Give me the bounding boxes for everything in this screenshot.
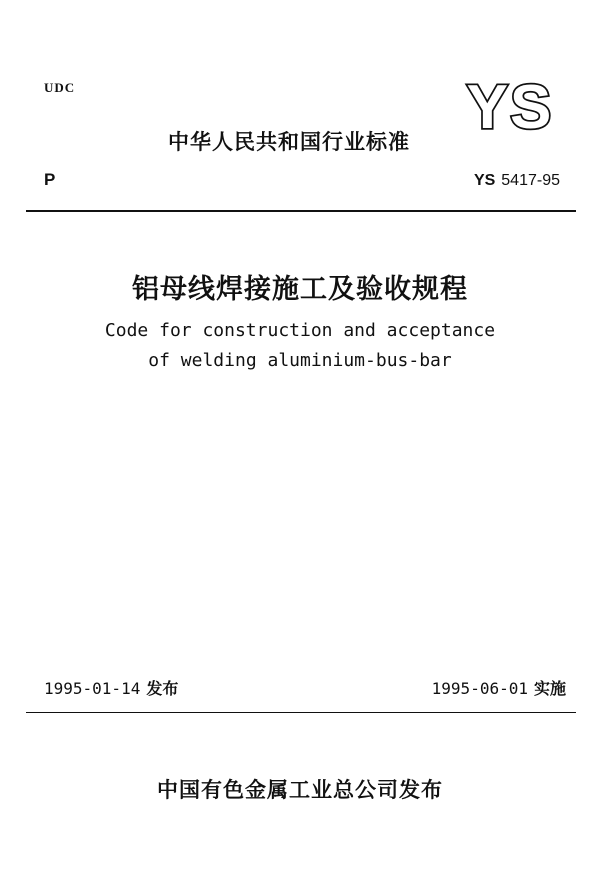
udc-label: UDC [44,80,76,95]
svg-text:YS: YS [466,76,554,140]
standard-code: 5417-95 [501,172,560,189]
issue-date [44,676,178,699]
standard-number [474,172,560,190]
effective-date-value: 1995-06-01 [431,679,528,698]
header-divider [26,210,576,212]
classification-code: P [44,170,56,189]
organization-heading: 中华人民共和国行业标准 [168,130,410,154]
title-english-line1: Code for construction and acceptance [104,320,496,341]
effective-date [432,676,566,699]
publisher: 中国有色金属工业总公司发布 [157,778,443,802]
issue-date-value: 1995-01-14 [44,679,141,698]
ys-logo [440,76,580,140]
title-chinese: 铝母线焊接施工及验收规程 [132,274,468,305]
effective-date-label: 实施 [533,679,566,698]
issue-date-label: 发布 [146,679,179,698]
title-english-line2: of welding aluminium-bus-bar [148,350,452,371]
footer-divider [26,712,576,713]
standard-prefix: YS [473,172,496,189]
